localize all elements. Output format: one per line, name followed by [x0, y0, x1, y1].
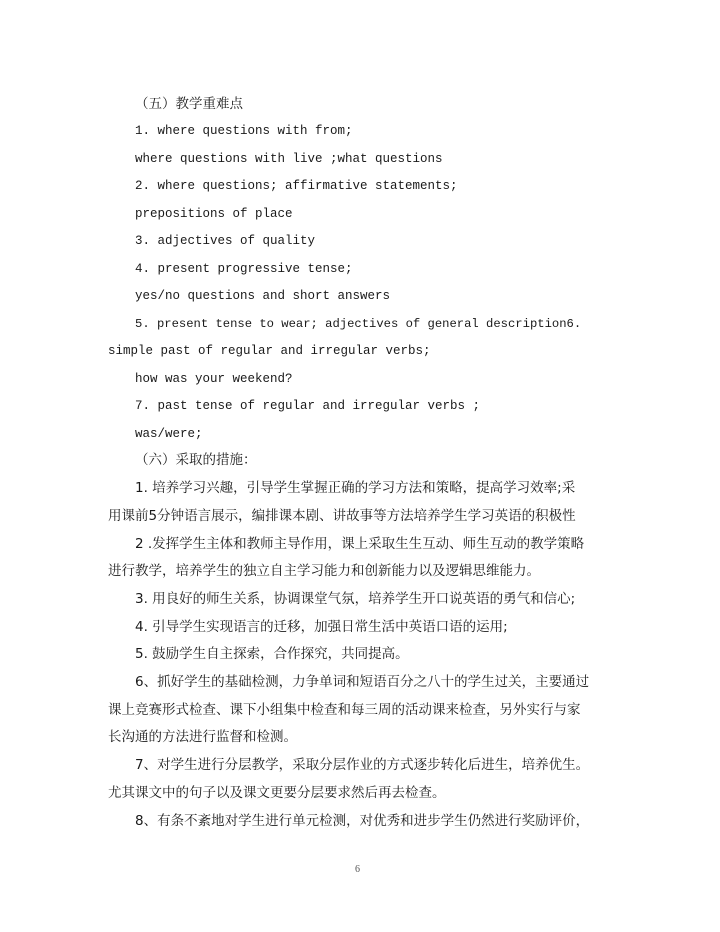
text-line: 7. past tense of regular and irregular verbs ; [135, 399, 481, 413]
text-line: where questions with live ;what questions [135, 152, 443, 166]
page-number: 6 [355, 864, 360, 875]
text-line: yes/no questions and short answers [135, 289, 391, 303]
text-line: 6、抓好学生的基础检测，力争单词和短语百分之八十的学生过关，主要通过 [135, 674, 590, 690]
text-line: 课上竞赛形式检查、课下小组集中检查和每三周的活动课来检查，另外实行与家 [108, 702, 581, 718]
section-heading-5: （五）教学重难点 [135, 96, 243, 112]
text-line: 1. where questions with from; [135, 124, 353, 138]
text-line: 4. present progressive tense; [135, 262, 353, 276]
text-line: 3. adjectives of quality [135, 234, 316, 248]
text-line: 8、有条不紊地对学生进行单元检测，对优秀和进步学生仍然进行奖励评价， [135, 813, 590, 829]
text-line: how was your weekend? [135, 372, 293, 386]
section-heading-6: （六）采取的措施： [135, 452, 257, 468]
text-line: 用课前5分钟语言展示，编排课本剧、讲故事等方法培养学生学习英语的积极性 [108, 508, 576, 524]
text-line: 7、对学生进行分层教学，采取分层作业的方式逐步转化后进生，培养优生。 [135, 757, 590, 773]
text-line: simple past of regular and irregular verbs; [108, 344, 431, 358]
text-line: 3. 用良好的师生关系，协调课堂气氛，培养学生开口说英语的勇气和信心; [135, 591, 576, 607]
text-line: 4. 引导学生实现语言的迁移，加强日常生活中英语口语的运用; [135, 619, 508, 635]
text-line: 1. 培养学习兴趣，引导学生掌握正确的学习方法和策略，提高学习效率;采 [135, 480, 576, 496]
text-line: 2. where questions; affirmative statements; [135, 179, 458, 193]
text-line: 进行教学，培养学生的独立自主学习能力和创新能力以及逻辑思维能力。 [108, 563, 540, 579]
text-line: 尤其课文中的句子以及课文更要分层要求然后再去检查。 [108, 785, 446, 801]
text-line: prepositions of place [135, 207, 293, 221]
text-line: 长沟通的方法进行监督和检测。 [108, 729, 297, 745]
text-line: 2 .发挥学生主体和教师主导作用，课上采取生生互动、师生互动的教学策略 [135, 536, 585, 552]
text-line: was/were; [135, 427, 203, 441]
text-line: 5. 鼓励学生自主探索，合作探究，共同提高。 [135, 646, 409, 662]
text-line: 5. present tense to wear; adjectives of general description6. [135, 317, 582, 331]
